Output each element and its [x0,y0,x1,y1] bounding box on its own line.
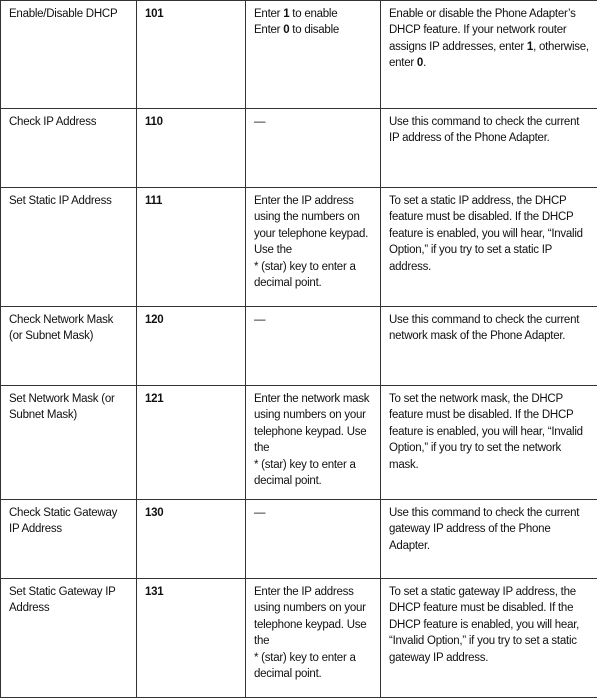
action-cell: Enter the IP address using numbers on your telephone keypad. Use the * (star) key to enter a decimal point. [246,579,381,698]
action-cell [246,1,381,109]
action-cell: — [246,500,381,579]
action-cell: Enter the IP address using the numbers on your telephone keypad. Use the * (star) key to enter a decimal point. [246,188,381,307]
description-cell: To set a static IP address, the DHCP feature must be disabled. If the DHCP feature is enabled, you will hear, “Invalid Option,” if you try to set a static IP address. [381,188,597,307]
table-row [1,307,597,386]
feature-cell: Enable/Disable DHCP [1,1,137,109]
table-row [1,500,597,579]
disable-digit: 0 [417,57,423,69]
description-text: , otherwise, enter [389,41,592,69]
table-row [1,109,597,188]
table-row [1,1,597,109]
description-text: . [423,57,426,69]
code-cell: 121 [137,386,246,500]
action-cell: — [246,109,381,188]
description-cell: To set a static gateway IP address, the DHCP feature must be disabled. If the DHCP feature is enabled, you will hear, “Invalid Option,” if you try to set a static gateway IP address. [381,579,597,698]
action-text: to disable [289,24,339,36]
code-cell: 101 [137,1,246,109]
feature-cell: Set Network Mask (or Subnet Mask) [1,386,137,500]
enable-digit: 1 [527,41,533,53]
description-cell: Use this command to check the current gateway IP address of the Phone Adapter. [381,500,597,579]
action-cell: — [246,307,381,386]
code-cell: 111 [137,188,246,307]
feature-cell: Set Static Gateway IP Address [1,579,137,698]
code-cell: 130 [137,500,246,579]
action-text: Enter [254,8,283,20]
table-row [1,386,597,500]
action-text: to enable Enter [254,8,337,36]
description-cell: Use this command to check the current network mask of the Phone Adapter. [381,307,597,386]
enable-digit: 1 [283,8,289,20]
code-cell: 110 [137,109,246,188]
action-cell: Enter the network mask using numbers on your telephone keypad. Use the * (star) key to enter a decimal point. [246,386,381,500]
description-cell: Use this command to check the current IP address of the Phone Adapter. [381,109,597,188]
table-row [1,579,597,698]
description-cell: To set the network mask, the DHCP feature must be disabled. If the DHCP feature is enabled, you will hear, “Invalid Option,” if you try to set the network mask. [381,386,597,500]
disable-digit: 0 [283,24,289,36]
description-text: Enable or disable the Phone Adapter’s DHCP feature. If your network router assigns IP addresses, enter [389,8,579,53]
table-row [1,188,597,307]
code-cell: 120 [137,307,246,386]
feature-cell: Check Static Gateway IP Address [1,500,137,579]
description-cell [381,1,597,109]
feature-cell: Set Static IP Address [1,188,137,307]
feature-cell: Check IP Address [1,109,137,188]
code-cell: 131 [137,579,246,698]
feature-cell: Check Network Mask (or Subnet Mask) [1,307,137,386]
